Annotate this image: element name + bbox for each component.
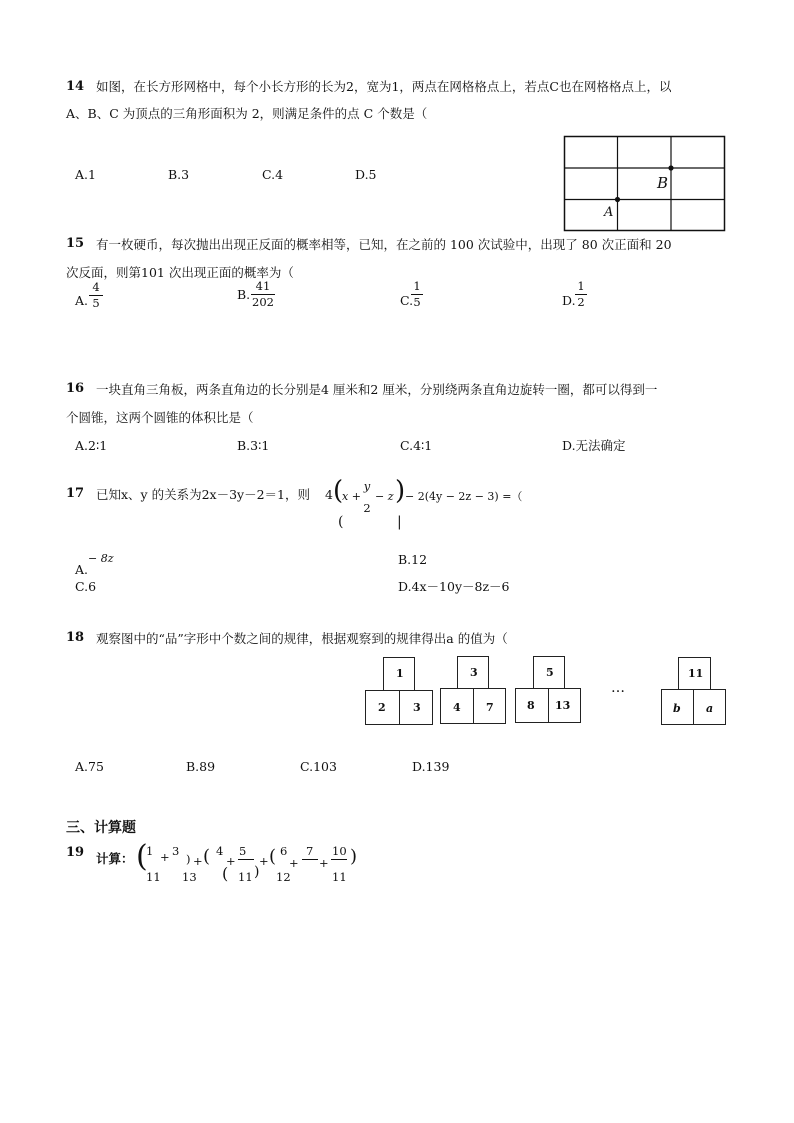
q18-figure-4 [661,657,726,725]
q19-expression [136,839,366,884]
q18-option-d: D.139 [412,759,450,774]
q17-two-den: 2 [363,501,371,515]
q18-fig4-top: 11 [688,667,704,680]
q17-y-num: y [363,479,371,493]
q19-number: 19 [66,845,85,860]
q18-fig2-right: 7 [486,701,494,714]
q17-lower-right-bar: | [397,514,402,530]
q17-right-paren: ) [395,476,406,506]
q14-option-b: B.3 [168,167,190,182]
q19-plus-5: + [289,856,299,870]
q18-fig2-left: 4 [453,701,461,714]
q16-option-a: A.2∶1 [75,438,108,453]
q17-expr-right: − 2(4y − 2z − 3) =（ [405,490,523,503]
q19-paren-open-3: ( [269,846,277,867]
q15-option-b-fraction [251,280,275,309]
q19-frac6-bar [302,859,318,860]
q17-lower-left-paren: ( [338,514,344,530]
q14-point-b-label: B [657,174,669,192]
q19-frac1-num: 1 [146,844,154,858]
q15-option-d-prefix: D. [562,293,576,308]
q17-option-a-value: − 8z [88,552,114,565]
q14-option-a: A.1 [75,167,96,182]
q17-expr-coef: 4 [325,487,333,502]
q16-text-line2: 个圆锥，这两个圆锥的体积比是（ [66,410,254,425]
q15-option-a-prefix: A. [75,293,89,308]
q19-frac5-den: 12 [276,870,291,884]
q18-number: 18 [66,630,85,645]
q14-number: 14 [66,79,85,94]
q18-fig3-left: 8 [527,699,535,712]
q18-fig4-right: a [706,702,714,715]
q19-frac3-num: 4 [216,844,224,858]
q19-plus-2: + [193,854,203,868]
q19-close-3: ) [350,846,358,867]
q19-frac2-num: 3 [172,844,180,858]
q17-text: 已知x、y 的关系为2x－3y－2＝1，则 [96,487,311,502]
q15-option-d-den: 2 [577,295,585,309]
q17-option-a: A. [75,562,89,577]
q18-fig1-right: 3 [413,701,421,714]
q17-option-b: B.12 [398,552,428,567]
q17-expr-minus-z: − z [375,490,394,503]
q18-ellipsis: … [611,680,625,696]
q19-frac4-bar [238,859,254,860]
q18-fig1-top: 1 [396,667,404,680]
q16-number: 16 [66,381,85,396]
q14-option-c: C.4 [262,167,284,182]
q19-plus-6: + [319,856,329,870]
q18-option-a: A.75 [75,759,104,774]
q18-fig1-left: 2 [378,701,386,714]
q19-frac5-num: 6 [280,844,288,858]
q14-option-d: D.5 [355,167,377,182]
q19-frac6-num: 7 [306,844,314,858]
q14-text-line2: A、B、C 为顶点的三角形面积为 2，则满足条件的点 C 个数是（ [66,106,428,121]
q15-option-c-num: 1 [413,279,421,293]
q16-option-d: D.无法确定 [562,438,626,453]
q15-option-a-fraction [89,281,103,310]
q16-text-line1: 一块直角三角板，两条直角边的长分别是4 厘米和2 厘米，分别绕两条直角边旋转一圈，都可以得到一 [96,382,658,397]
q17-y-over-2 [361,480,373,515]
q14-text-line1: 如图，在长方形网格中，每个小长方形的长为2，宽为1，两点在网格格点上，若点C也在网格格点上，以 [96,79,672,94]
q18-option-c: C.103 [300,759,337,774]
q18-text: 观察图中的“品”字形中个数之间的规律，根据观察到的规律得出a 的值为（ [96,631,508,646]
q18-fig3-top: 5 [546,666,554,679]
q17-expression [325,478,525,538]
q17-left-paren: ( [333,476,344,506]
q19-frac7-bar [331,859,347,860]
q18-fig3-right: 13 [555,699,571,712]
q17-option-c: C.6 [75,579,97,594]
q15-option-d-fraction [575,280,587,309]
q14-grid-figure [564,136,725,231]
q18-figure-3 [515,656,581,723]
q19-frac7-num: 10 [332,844,347,858]
q19-plus-4: + [259,854,269,868]
q15-option-a-num: 4 [92,280,100,294]
q19-frac4-num: 5 [239,844,247,858]
q15-option-a-den: 5 [92,296,100,310]
q18-figure-1 [365,657,433,725]
q19-paren-inner: ( [222,864,229,883]
q15-option-c-fraction [411,280,423,309]
q17-expr-x: x + [342,490,361,503]
q19-close-2: ) [254,864,260,880]
q19-label: 计算： [96,851,134,866]
q19-close-1: ) [186,852,191,866]
q15-number: 15 [66,236,85,251]
q19-plus-3: + [226,854,236,868]
q18-fig4-left: b [673,702,681,715]
q18-option-b: B.89 [186,759,216,774]
q15-text-line1: 有一枚硬币，每次抛出出现正反面的概率相等，已知，在之前的 100 次试验中，出现了 80 次正面和 20 [96,237,672,252]
q19-frac4-den: 11 [238,870,253,884]
q18-figure-2 [440,656,506,724]
q16-option-b: B.3∶1 [237,438,270,453]
q15-option-b-prefix: B. [237,287,251,302]
q15-option-d-num: 1 [577,279,585,293]
q19-frac1-den: 11 [146,870,161,884]
section-title: 三、计算题 [66,820,136,836]
q16-option-c: C.4∶1 [400,438,433,453]
q19-frac7-den: 11 [332,870,347,884]
q19-paren-open-1: ( [136,839,148,874]
q15-text-line2: 次反面，则第101 次出现正面的概率为（ [66,265,294,280]
q17-option-d: D.4x－10y－8z－6 [398,579,510,594]
q15-option-c-den: 5 [413,295,421,309]
q14-point-a-label: A [604,205,614,220]
q15-option-c-prefix: C. [400,293,414,308]
q18-fig2-top: 3 [470,666,478,679]
q17-number: 17 [66,486,85,501]
q19-plus-1: + [160,850,170,864]
q15-option-b-num: 41 [255,279,271,293]
q15-option-b-den: 202 [252,295,274,309]
q19-frac2-den: 13 [182,870,197,884]
q19-paren-open-2: ( [203,846,211,867]
